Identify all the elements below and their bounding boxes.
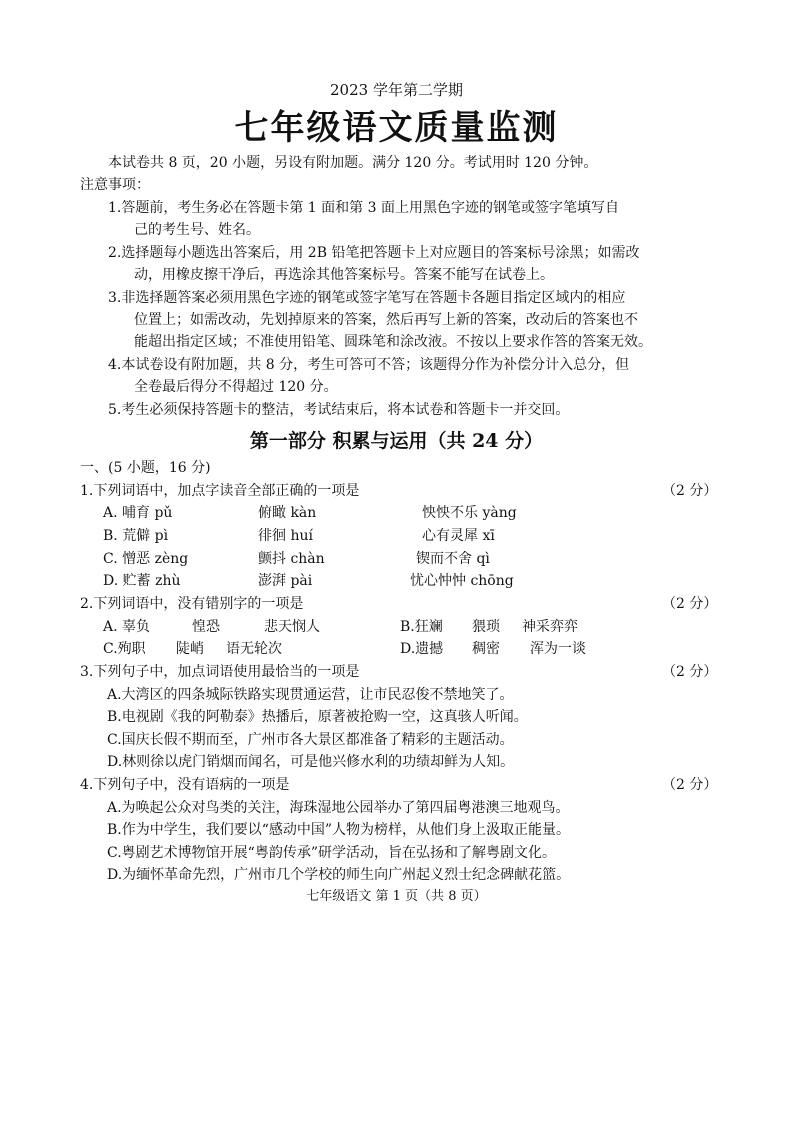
q2-option-a-word3: 悲天悯人 [264,619,320,635]
notice-1-line-2: 己的考生号、姓名。 [134,222,260,238]
q1-option-d-col3: 忧心忡忡 chōng [410,573,514,589]
notice-3-line-1: 3.非选择题答案必须用黑色字迹的钢笔或签字笔写在答题卡各题目指定区域内的相应 [108,290,626,306]
q2-option-d-word2: 稠密 [472,641,500,657]
term-label: 2023 学年第二学期 [330,81,463,99]
section-1-heading: 一、(5 小题，16 分) [80,460,211,476]
question-2-stem: 2.下列词语中，没有错别字的一项是 [80,596,304,612]
q1-option-a-col2: 俯瞰 kàn [258,505,317,521]
q4-option-c: C.粤剧艺术博物馆开展“粤韵传承”研学活动，旨在弘扬和了解粤剧文化。 [107,845,556,861]
q1-option-c-col1: C. 憎恶 zèng [103,551,189,567]
q2-option-d-word3: 浑为一谈 [530,641,586,657]
q1-option-d-col2: 澎湃 pài [258,573,313,589]
q2-option-a-word1: A. 辜负 [103,619,151,635]
q1-option-b-col1: B. 荒僻 pì [103,528,169,544]
q1-option-b-col2: 徘徊 huí [258,528,313,544]
q3-option-a: A.大湾区的四条城际铁路实现贯通运营，让市民忍俊不禁地笑了。 [107,687,514,703]
notice-4-line-2: 全卷最后得分不得超过 120 分。 [134,379,338,395]
q1-option-b-col3: 心有灵犀 xī [422,528,495,544]
notice-4-line-1: 4.本试卷设有附加题，共 8 分，考生可答可不答；该题得分作为补偿分计入总分，但 [108,357,630,373]
q2-option-a-word2: 惶恐 [192,619,220,635]
q3-option-c: C.国庆长假不期而至，广州市各大景区都准备了精彩的主题活动。 [107,732,514,748]
q2-option-b-word1: B.狂斓 [400,619,443,635]
intro-text: 本试卷共 8 页，20 小题，另设有附加题。满分 120 分。考试用时 120 分钟。 [108,155,598,171]
question-3-stem: 3.下列句子中，加点词语使用最恰当的一项是 [80,664,360,680]
notice-3-line-2: 位置上；如需改动，先划掉原来的答案，然后再写上新的答案，改动后的答案也不 [134,312,638,328]
q2-option-c-word1: C.殉职 [103,641,146,657]
notice-2-line-1: 2.选择题每小题选出答案后，用 2B 铅笔把答题卡上对应题目的答案标号涂黑；如需改 [108,245,640,261]
question-3-points: （2 分） [662,664,718,680]
q1-option-d-col1: D. 贮蓄 zhù [103,573,181,589]
q2-option-d-word1: D.遗撼 [400,641,444,657]
q3-option-b: B.电视剧《我的阿勒泰》热播后，原著被抢购一空，这真骇人听闻。 [107,709,528,725]
question-4-stem: 4.下列句子中，没有语病的一项是 [80,777,290,793]
q1-option-a-col3: 怏怏不乐 yàng [422,505,517,521]
q1-option-c-col3: 锲而不舍 qì [416,551,490,567]
q3-option-d: D.林则徐以虎门销烟而闻名，可是他兴修水利的功绩却鲜为人知。 [107,754,515,770]
q1-option-a-col1: A. 哺育 pǔ [103,505,173,521]
notice-5-line-1: 5.考生必须保持答题卡的整洁，考试结束后，将本试卷和答题卡一并交回。 [108,402,570,418]
q2-option-c-word3: 语无轮次 [226,641,282,657]
question-4-points: （2 分） [662,777,718,793]
q4-option-a: A.为唤起公众对鸟类的关注，海珠湿地公园举办了第四届粤港澳三地观鸟。 [107,800,570,816]
q2-option-c-word2: 陡峭 [176,641,204,657]
notice-heading: 注意事项： [80,177,150,193]
question-1-stem: 1.下列词语中，加点字读音全部正确的一项是 [80,483,360,499]
notice-1-line-1: 1.答题前，考生务必在答题卡第 1 面和第 3 面上用黑色字迹的钢笔或签字笔填写自 [108,200,619,216]
notice-3-line-3: 能超出指定区域；不准使用铅笔、圆珠笔和涂改液。不按以上要求作答的答案无效。 [134,334,652,350]
question-2-points: （2 分） [662,596,718,612]
page-title: 七年级语文质量监测 [234,108,559,148]
q1-option-c-col2: 颤抖 chàn [258,551,325,567]
q2-option-b-word2: 猥琐 [472,619,500,635]
page-footer: 七年级语文 第 1 页（共 8 页） [306,889,487,904]
q4-option-b: B.作为中学生，我们要以“感动中国”人物为榜样，从他们身上汲取正能量。 [107,822,571,838]
q4-option-d: D.为缅怀革命先烈，广州市几个学校的师生向广州起义烈士纪念碑献花篮。 [107,867,571,883]
notice-2-line-2: 动，用橡皮擦干净后，再选涂其他答案标号。答案不能写在试卷上。 [134,267,554,283]
question-1-points: （2 分） [662,483,718,499]
q2-option-b-word3: 神采弈弈 [522,619,578,635]
part1-title: 第一部分 积累与运用（共 24 分） [249,430,544,452]
